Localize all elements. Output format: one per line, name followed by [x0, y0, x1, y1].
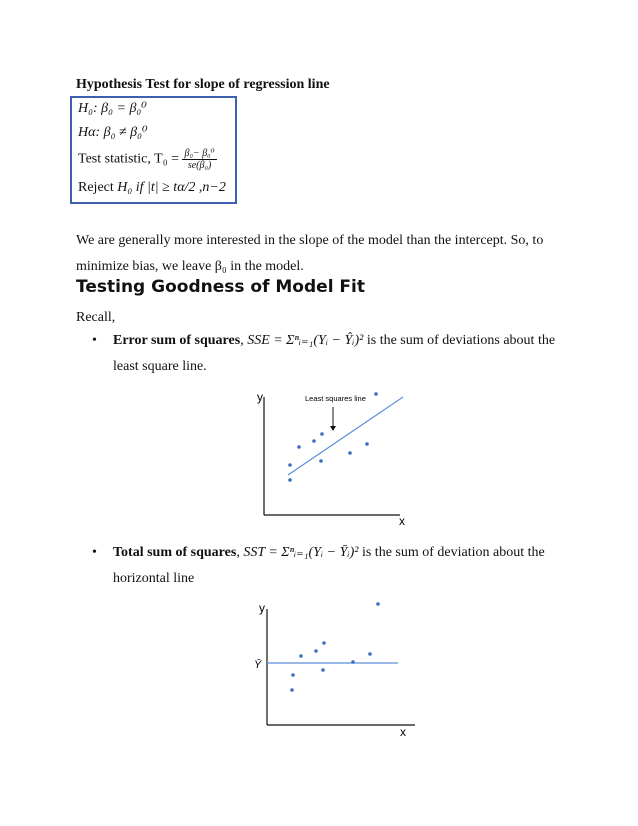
figure-least-squares — [250, 385, 425, 530]
recall-text: Recall, — [76, 310, 116, 325]
data-point — [376, 602, 380, 606]
bullet-dot: • — [92, 545, 97, 560]
data-point — [312, 439, 316, 443]
hypothesis-box — [70, 96, 237, 204]
alternative-hypothesis: Hα: β₀ ≠ β₀⁰ — [78, 125, 148, 140]
data-point — [290, 688, 294, 692]
test-statistic: Test statistic, T₀ = $\frac{\text{β₀− β₀⁰}}{\text{se(β₀)}}$ — [78, 148, 215, 171]
data-point — [374, 392, 378, 396]
data-point — [351, 660, 355, 664]
bullet-total-sum-of-squares: Total sum of squares, SST = Σⁿᵢ₌₁(Yᵢ − Ȳᵢ)² is the sum of deviation about the horizontal line — [113, 545, 545, 586]
section-title-goodness-of-fit: Testing Goodness of Model Fit — [76, 277, 365, 297]
data-point — [320, 432, 324, 436]
test-statistic-fraction: $\frac{\text{β₀− β₀⁰}}{\text{se(β₀)}}$ — [184, 148, 215, 171]
data-point — [321, 668, 325, 672]
bullet-error-sum-of-squares: Error sum of squares, SSE = Σⁿᵢ₌₁(Yᵢ − Ŷᵢ)² is the sum of deviations about the least square line. — [113, 333, 556, 374]
data-point — [288, 478, 292, 482]
data-point — [348, 451, 352, 455]
reject-rule: Reject H₀ if |t| ≥ tα/2 ,n−2 — [78, 180, 226, 195]
data-point — [365, 442, 369, 446]
data-point — [299, 654, 303, 658]
least-squares-line — [288, 397, 403, 475]
ybar-label: Ȳ — [254, 659, 262, 671]
data-point — [314, 649, 318, 653]
data-point — [368, 652, 372, 656]
data-point — [319, 459, 323, 463]
annotation-arrowhead — [330, 426, 336, 431]
bullet-dot: • — [92, 333, 97, 348]
annotation-label: Least squares line — [305, 394, 366, 403]
data-point — [297, 445, 301, 449]
x-axis-label: x — [400, 725, 406, 739]
section-heading-hypothesis: Hypothesis Test for slope of regression line — [76, 77, 330, 92]
intro-paragraph: We are generally more interested in the slope of the model than the intercept. So, to minimize bias, we leave β₀ in the model. — [76, 233, 544, 274]
x-axis-label: x — [399, 514, 405, 528]
data-point — [288, 463, 292, 467]
data-point — [291, 673, 295, 677]
null-hypothesis: H₀: β₀ = β₀⁰ — [78, 101, 147, 116]
y-axis-label: y — [259, 601, 265, 615]
y-axis-label: y — [257, 390, 263, 404]
data-point — [322, 641, 326, 645]
figure-total-sum-of-squares — [250, 595, 425, 740]
